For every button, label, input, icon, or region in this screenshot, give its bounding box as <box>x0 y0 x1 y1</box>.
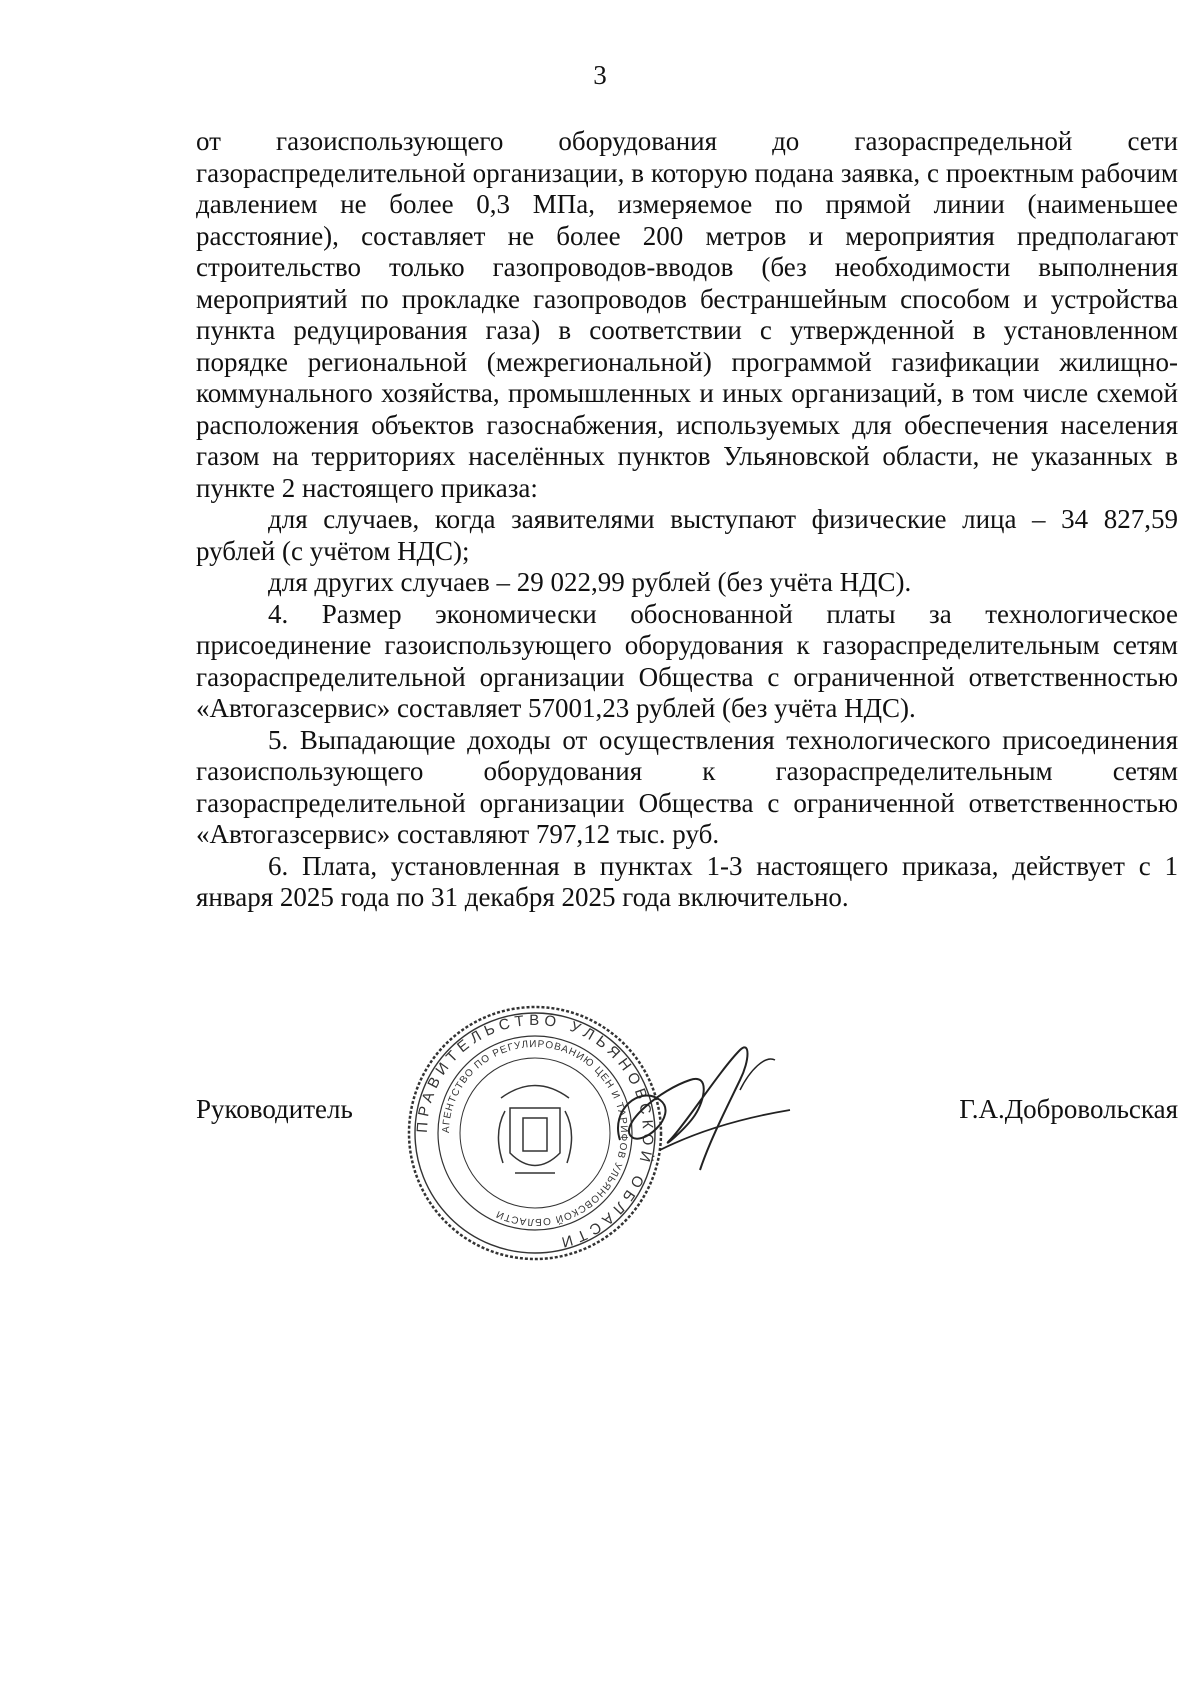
signatory-name: Г.А.Добровольская <box>959 1094 1178 1124</box>
signatory-position: Руководитель <box>196 1094 353 1124</box>
paragraph-individuals-fee: для случаев, когда заявителями выступают физические лица – 34 827,59 рублей (с учётом НДС); <box>196 504 1178 566</box>
document-body <box>196 126 1178 914</box>
seal-inner-text: АГЕНТСТВО ПО РЕГУЛИРОВАНИЮ ЦЕН И ТАРИФОВ УЛЬЯНОВСКОЙ ОБЛАСТИ <box>440 1038 630 1228</box>
paragraph-other-fee: для других случаев – 29 022,99 рублей (без учёта НДС). <box>268 567 912 597</box>
page-number: 3 <box>593 60 607 90</box>
seal-outer-text: ПРАВИТЕЛЬСТВО УЛЬЯНОВСКОЙ ОБЛАСТИ <box>413 1011 657 1252</box>
paragraph-conditions: от газоиспользующего оборудования до газораспредельной сети газораспределительной организации, в которую подана заявка, с проектным рабочим давлением не более 0,3 МПа, измеряемое по прямой линии (наименьшее расстояние), составляет не более 200 метров и мероприятия предполагают строительство только газопроводов-вводов (без необходимости выполнения мероприятий по прокладке газопроводов бестраншейным способом и устройства пункта редуцирования газа) в соответствии с утвержденной в установленном порядке региональной (межрегиональной) программой газификации жилищно-коммунального хозяйства, промышленных и иных организаций, в том числе схемой расположения объектов газоснабжения, используемых для обеспечения населения газом на территориях населённых пунктов Ульяновской области, не указанных в пункте 2 настоящего приказа: <box>196 126 1178 503</box>
paragraph-item-4: 4. Размер экономически обоснованной платы за технологическое присоединение газоиспользующего оборудования к газораспределительным сетям газораспределительной организации Общества с ограниченной ответственностью «Автогазсервис» составляет 57001,23 рублей (без учёта НДС). <box>196 598 1178 723</box>
handwritten-signature <box>600 1030 800 1200</box>
paragraph-item-5: 5. Выпадающие доходы от осуществления технологического присоединения газоиспользующего оборудования к газораспределительным сетям газораспределительной организации Общества с ограниченной ответственностью «Автогазсервис» составляют 797,12 тыс. руб. <box>196 724 1178 849</box>
paragraph-item-6: 6. Плата, установленная в пунктах 1-3 настоящего приказа, действует с 1 января 2025 года по 31 декабря 2025 года включительно. <box>196 850 1178 912</box>
